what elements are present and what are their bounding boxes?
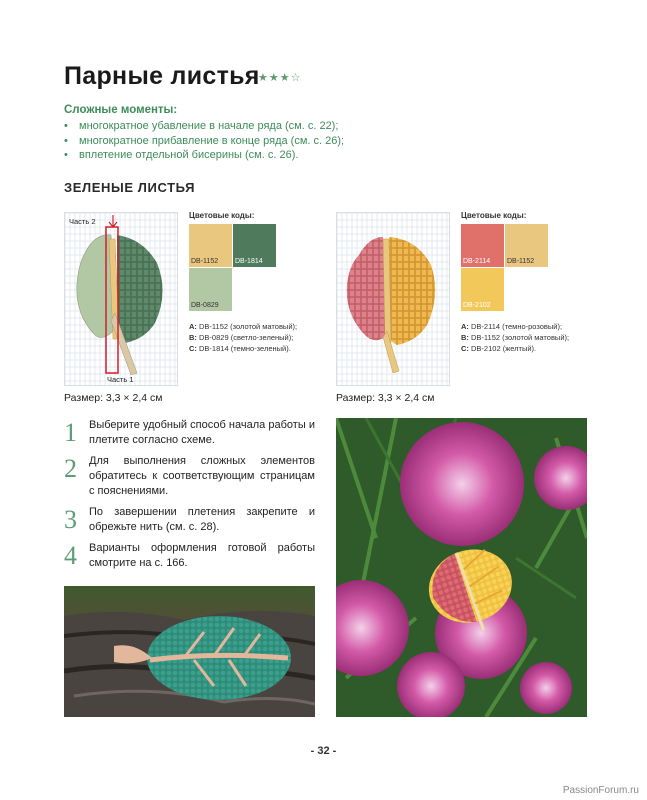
step-number: 4: [64, 541, 77, 570]
size-label: Размер: 3,3 × 2,4 см: [336, 392, 435, 404]
step-text: По завершении плетения закрепите и обрежьте нить (см. с. 28).: [89, 506, 315, 533]
legend-row: C: DB-2102 (желтый).: [461, 344, 537, 353]
difficult-heading: Сложные моменты:: [64, 104, 178, 116]
color-swatches: [461, 224, 549, 312]
legend-row: B: DB-0829 (светло-зеленый);: [189, 333, 294, 342]
page-number: - 32 -: [310, 745, 337, 757]
step-text: Выберите удобный способ начала работы и плетите согласно схеме.: [89, 419, 315, 446]
swatch-label: DB-2114: [463, 258, 491, 265]
legend-row: C: DB-1814 (темно-зеленый).: [189, 344, 291, 353]
difficult-item: • многократное прибавление в конце ряда (см. с. 26);: [64, 134, 344, 149]
step-number: 3: [64, 505, 77, 534]
difficult-item: • вплетение отдельной бисерины (см. с. 26).: [64, 148, 344, 163]
watermark: PassionForum.ru: [562, 785, 639, 796]
orange-leaf-scheme-drawing: [337, 213, 449, 385]
color-legend: [189, 321, 297, 354]
step-text: Варианты оформления готовой работы смотрите на с. 166.: [89, 542, 315, 569]
part1-label: Часть 1: [107, 375, 134, 384]
swatch-db2114: [461, 224, 504, 267]
swatch-db1152: [505, 224, 548, 267]
part2-label: Часть 2: [69, 217, 96, 226]
swatch-db0829: [189, 268, 232, 311]
page-title: Парные листья: [64, 62, 260, 90]
legend-row: A: DB-2114 (темно-розовый);: [461, 322, 563, 331]
green-leaf-scheme-drawing: [65, 213, 177, 385]
size-label: Размер: 3,3 × 2,4 см: [64, 392, 163, 404]
difficulty-stars: ★★★☆: [258, 72, 302, 84]
swatch-db2102: [461, 268, 504, 311]
color-swatches: [189, 224, 277, 312]
difficult-list: [64, 119, 344, 163]
green-leaf-scheme: [64, 212, 178, 386]
orange-leaf-scheme: [336, 212, 450, 386]
color-legend: [461, 321, 569, 354]
color-codes-title: Цветовые коды:: [461, 211, 527, 220]
difficult-item: • многократное убавление в начале ряда (см. с. 22);: [64, 119, 344, 134]
asters-photo-drawing: [336, 418, 587, 717]
swatch-label: DB-1152: [507, 258, 535, 265]
swatch-label: DB-0829: [191, 302, 219, 309]
photo-asters-with-leaf: [336, 418, 587, 717]
swatch-db1152: [189, 224, 232, 267]
step-number: 1: [64, 418, 77, 447]
step-text: Для выполнения сложных элементов обратитесь к соответствующим страницам с пояснениями.: [89, 455, 315, 497]
legend-row: A: DB-1152 (золотой матовый);: [189, 322, 298, 331]
bark-photo-drawing: [64, 586, 315, 717]
section-heading: ЗЕЛЕНЫЕ ЛИСТЬЯ: [64, 180, 196, 195]
swatch-label: DB-1152: [191, 258, 219, 265]
step-number: 2: [64, 454, 77, 483]
color-codes-title: Цветовые коды:: [189, 211, 255, 220]
legend-row: B: DB-1152 (золотой матовый);: [461, 333, 570, 342]
swatch-label: DB-2102: [463, 302, 491, 309]
photo-green-leaf-on-bark: [64, 586, 315, 717]
swatch-db1814: [233, 224, 276, 267]
swatch-label: DB-1814: [235, 258, 263, 265]
